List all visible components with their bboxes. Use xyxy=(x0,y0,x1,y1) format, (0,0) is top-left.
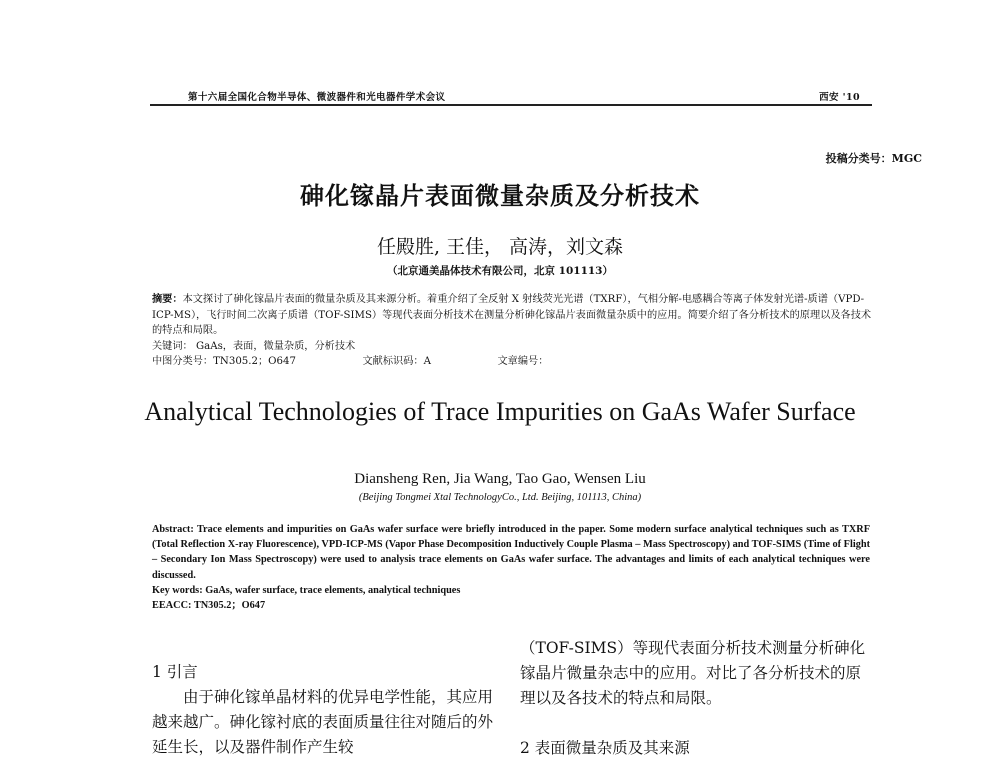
classification-number: 投稿分类号：MGC xyxy=(825,152,922,165)
conference-name: 第十六届全国化合物半导体、微波器件和光电器件学术会议 xyxy=(188,92,446,103)
english-abstract-text: Trace elements and impurities on GaAs wafer surface were briefly introduced in the paper. Some modern surface analytical techniques such as TXRF (Total Reflection X-ray Fluorescence), VPD-ICP-MS (Vapor Phase Decomposition Inductively Couple Plasma – Mass Spectroscopy) and TOF-SIMS (Time of Flight – Secondary Ion Mass Spectroscopy) were used to analysis trace elements on GaAs wafer surface. The advantages and limits of each analytical techniques were discussed. xyxy=(152,524,871,581)
chinese-abstract-label: 摘要： xyxy=(152,293,183,305)
section-1-heading: 1 引言 xyxy=(152,663,198,681)
english-keywords-label: Key words: xyxy=(152,584,203,596)
english-authors: Diansheng Ren, Jia Wang, Tao Gao, Wensen Liu xyxy=(354,471,646,487)
eeacc-line xyxy=(152,598,870,613)
eeacc-label: EEACC: xyxy=(152,600,192,612)
chinese-affiliation: （北京通美晶体技术有限公司，北京 101113） xyxy=(387,265,613,277)
chinese-abstract-block xyxy=(152,292,872,370)
chinese-keywords-label: 关键词： xyxy=(152,340,193,352)
body-right-column xyxy=(520,636,872,761)
continued-paragraph: （TOF-SIMS）等现代表面分析技术测量分析砷化镓晶片微量杂志中的应用。对比了各分析技术的原理以及各技术的特点和局限。 xyxy=(520,639,866,707)
header-rule xyxy=(150,104,872,106)
doc-code-label: 文献标识码： xyxy=(362,356,424,367)
section-1-paragraph: 由于砷化镓单晶材料的优异电学性能，其应用越来越广。砷化镓衬底的表面质量往往对随后的外延生长，以及器件制作产生较 xyxy=(152,688,494,756)
chinese-keywords-text: GaAs，表面，微量杂质，分析技术 xyxy=(196,340,356,352)
english-abstract xyxy=(152,522,870,583)
chinese-title: 砷化镓晶片表面微量杂质及分析技术 xyxy=(300,182,700,210)
article-no-label: 文章编号： xyxy=(497,356,549,367)
english-affiliation: (Beijing Tongmei Xtal TechnologyCo., Ltd. Beijing, 101113, China) xyxy=(358,492,642,503)
eeacc-value: TN305.2；O647 xyxy=(193,600,266,612)
english-keywords xyxy=(152,583,870,598)
chinese-abstract-text: 本文探讨了砷化镓晶片表面的微量杂质及其来源分析。着重介绍了全反射 X 射线荧光光谱（TXRF），气相分解-电感耦合等离子体发射光谱-质谱（VPD-ICP-MS），飞行时间二次离子质谱（TOF-SIMS）等现代表面分析技术在测量分析砷化镓晶片表面微量杂质中的应用。简要介绍了各分析技术的原理以及各技术的特点和局限。 xyxy=(152,294,872,336)
chinese-keywords xyxy=(152,339,872,355)
chinese-authors: 任殿胜, 王佳， 高涛，刘文森 xyxy=(376,236,624,258)
clc-label: 中图分类号： xyxy=(152,356,214,367)
body-left-column xyxy=(152,660,494,760)
english-keywords-text: GaAs, wafer surface, trace elements, analytical techniques xyxy=(205,584,461,596)
english-title: Analytical Technologies of Trace Impurities on GaAs Wafer Surface xyxy=(144,397,856,426)
clc-value: TN305.2；O647 xyxy=(213,356,296,367)
section-2-heading: 2 表面微量杂质及其来源 xyxy=(520,739,690,757)
conference-location-year: 西安 '10 xyxy=(819,92,860,103)
english-abstract-label: Abstract: xyxy=(152,524,194,535)
chinese-abstract xyxy=(152,292,872,339)
english-abstract-block xyxy=(152,522,870,613)
doc-code-value: A xyxy=(423,356,431,367)
chinese-classification-line xyxy=(152,354,872,370)
